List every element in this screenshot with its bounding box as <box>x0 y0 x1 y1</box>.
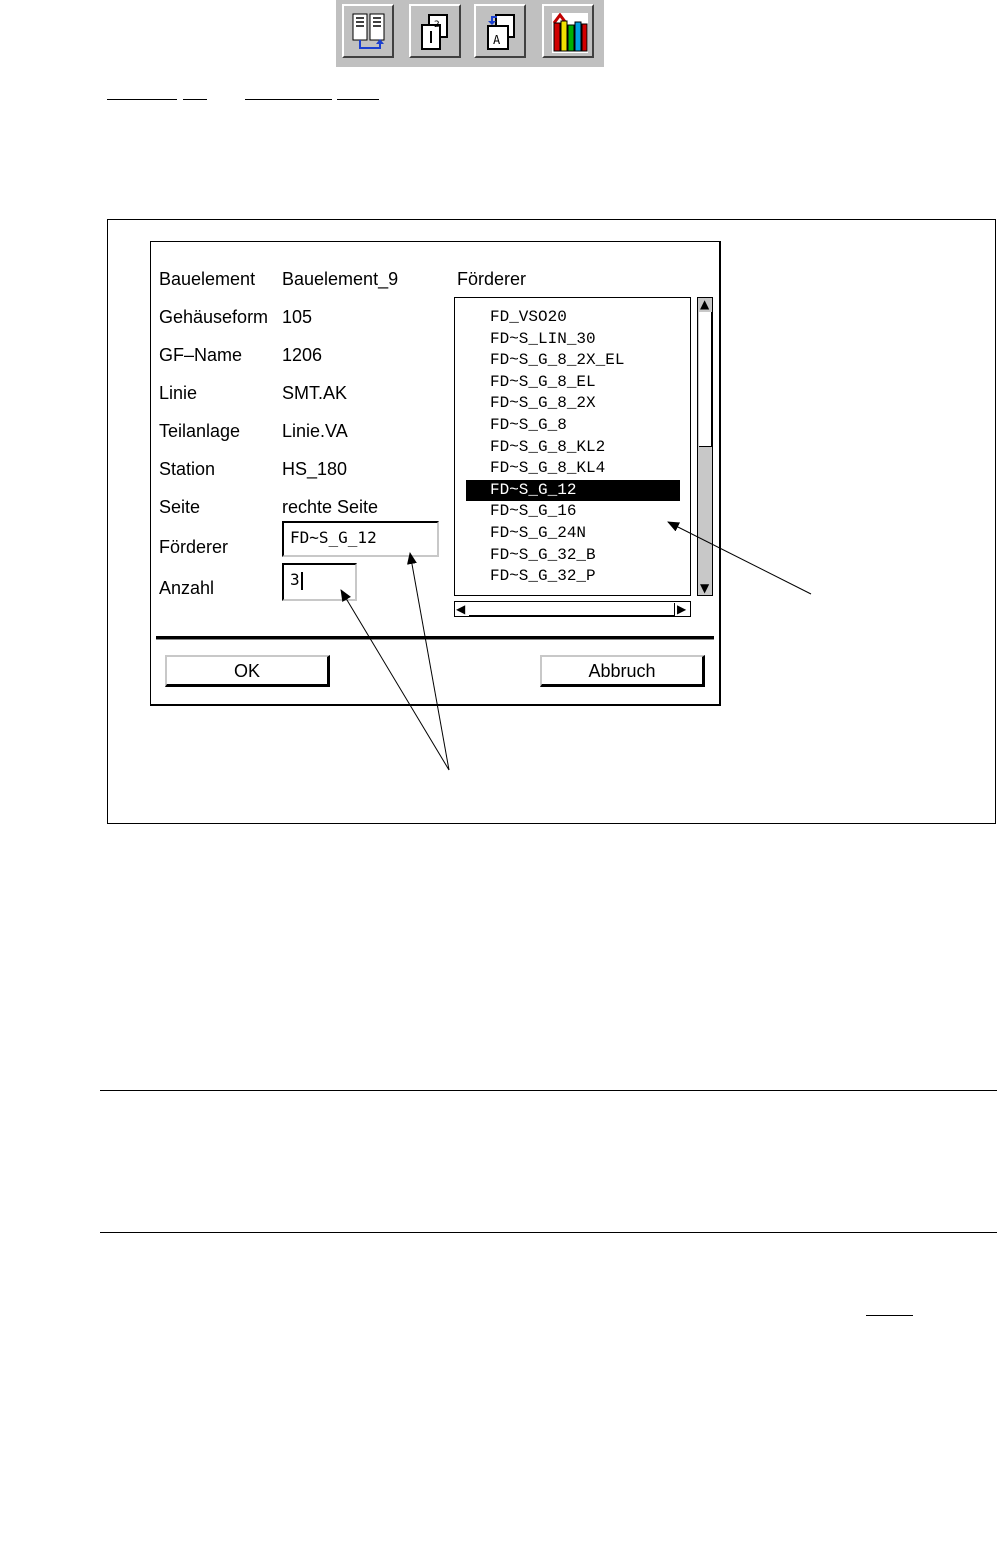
station-value: HS_180 <box>282 459 348 479</box>
list-item[interactable]: FD~S_G_32_B <box>490 545 596 564</box>
gehaeuseform-label: Gehäuseform <box>159 307 269 327</box>
ok-button[interactable]: OK <box>165 655 330 687</box>
underline <box>866 1315 913 1316</box>
linie-label: Linie <box>159 383 198 403</box>
list-item[interactable]: FD~S_G_8_KL4 <box>490 459 606 478</box>
list-item[interactable]: FD~S_G_8 <box>490 415 567 434</box>
list-item[interactable]: FD~S_G_32_P <box>490 567 596 586</box>
list-item[interactable]: FD~S_G_16 <box>490 502 577 521</box>
teilanlage-label: Teilanlage <box>159 421 241 441</box>
list-item[interactable]: FD~S_G_12 <box>466 480 680 502</box>
horizontal-rule <box>100 1090 997 1091</box>
cancel-button[interactable]: Abbruch <box>540 655 705 687</box>
scroll-down-icon[interactable]: ▼ <box>700 581 710 595</box>
gehaeuseform-value: 105 <box>282 307 313 327</box>
list-item[interactable]: FD~S_LIN_30 <box>490 329 596 348</box>
seite-value: rechte Seite <box>282 497 379 517</box>
list-item[interactable]: FD~S_G_8_KL2 <box>490 437 606 456</box>
foerderer-label: Förderer <box>159 537 229 557</box>
list-item[interactable]: FD~S_G_24N <box>490 523 587 542</box>
arrow-to-list <box>668 522 811 594</box>
svg-text:2: 2 <box>434 20 440 30</box>
anzahl-input-value: 3 <box>290 570 300 589</box>
bauelement-label: Bauelement <box>159 269 256 289</box>
list-item[interactable]: FD~S_G_8_2X_EL <box>490 351 625 370</box>
list-item[interactable]: FD_VSO20 <box>490 308 567 326</box>
scroll-right-icon[interactable]: ▶ <box>677 602 687 616</box>
list-item[interactable]: FD~S_G_8_EL <box>490 372 596 391</box>
gf-name-label: GF–Name <box>159 345 243 365</box>
bauelement-value: Bauelement_9 <box>282 269 399 289</box>
list-title: Förderer <box>457 269 527 289</box>
gf-name-value: 1206 <box>282 345 323 365</box>
foerderer-input-value: FD~S_G_12 <box>290 528 377 547</box>
teilanlage-value: Linie.VA <box>282 421 348 441</box>
list-item[interactable]: FD~S_G_8_2X <box>490 394 596 413</box>
horizontal-rule <box>100 1232 997 1233</box>
anzahl-label: Anzahl <box>159 578 215 598</box>
station-label: Station <box>159 459 216 479</box>
svg-text:A: A <box>493 33 501 47</box>
scroll-left-icon[interactable]: ◀ <box>456 602 466 616</box>
seite-label: Seite <box>159 497 201 517</box>
scroll-up-icon[interactable]: ▲ <box>700 297 710 311</box>
linie-value: SMT.AK <box>282 383 348 403</box>
